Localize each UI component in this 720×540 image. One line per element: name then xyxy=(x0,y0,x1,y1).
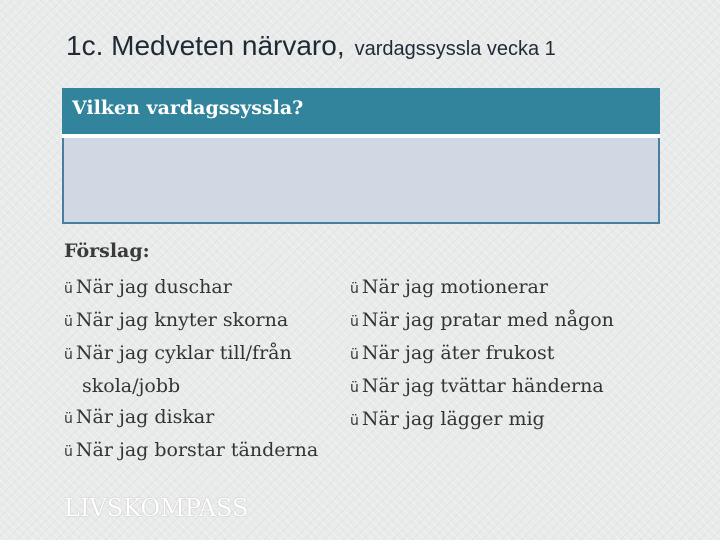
checkmark-icon: ü xyxy=(350,281,359,297)
list-item-text: När jag knyter skorna xyxy=(75,309,289,331)
checkmark-icon: ü xyxy=(64,411,73,427)
list-item-text: När jag tvättar händerna xyxy=(361,375,604,397)
livskompass-logo: LIVSKOMPASS xyxy=(64,494,249,522)
checkmark-icon: ü xyxy=(350,413,359,429)
table-header: Vilken vardagssyssla? xyxy=(62,88,660,138)
list-item xyxy=(64,402,318,435)
list-item xyxy=(350,404,614,437)
list-item-text: När jag äter frukost xyxy=(361,342,555,364)
suggestions-left-column xyxy=(64,272,318,468)
slide-title-main: 1c. Medveten närvaro, xyxy=(66,30,345,61)
slide-title-sub: vardagssyssla vecka 1 xyxy=(354,38,556,60)
checkmark-icon: ü xyxy=(64,281,73,297)
list-item-text: När jag pratar med någon xyxy=(361,309,614,331)
checkmark-icon: ü xyxy=(64,314,73,330)
list-item-text: När jag motionerar xyxy=(361,276,548,298)
list-item xyxy=(64,435,318,468)
list-item-continuation: skola/jobb xyxy=(82,375,181,397)
list-item xyxy=(64,305,318,338)
list-item xyxy=(64,272,318,305)
list-item xyxy=(350,338,614,371)
suggestions-right-column xyxy=(350,272,614,437)
activity-table xyxy=(62,88,660,228)
table-answer-cell xyxy=(62,138,660,224)
list-item xyxy=(350,272,614,305)
checkmark-icon: ü xyxy=(350,314,359,330)
list-item xyxy=(350,305,614,338)
list-item xyxy=(350,371,614,404)
list-item xyxy=(64,338,318,371)
checkmark-icon: ü xyxy=(350,347,359,363)
checkmark-icon: ü xyxy=(350,380,359,396)
list-item-text: När jag duschar xyxy=(75,276,232,298)
checkmark-icon: ü xyxy=(64,347,73,363)
checkmark-icon: ü xyxy=(64,444,73,460)
list-item-text: När jag diskar xyxy=(75,406,215,428)
slide-title xyxy=(66,30,556,62)
list-item-text: När jag lägger mig xyxy=(361,408,545,430)
list-item-text: När jag borstar tänderna xyxy=(75,439,319,461)
list-item-text: När jag cyklar till/från xyxy=(75,342,292,364)
suggestions-label: Förslag: xyxy=(64,240,150,262)
